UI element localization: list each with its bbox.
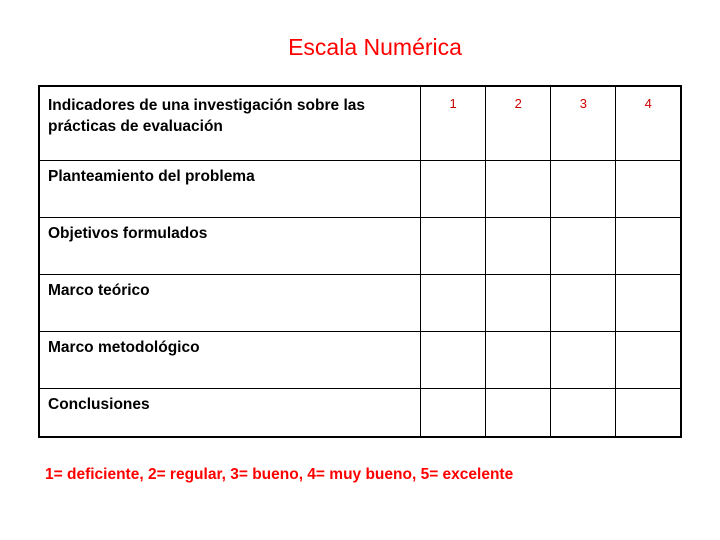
rating-scale-table — [38, 85, 682, 438]
row-label-marco-metodologico: Marco metodológico — [39, 331, 421, 388]
table-row — [39, 274, 681, 331]
rating-cell — [486, 274, 551, 331]
rating-cell — [616, 388, 681, 437]
rating-cell — [616, 160, 681, 217]
rating-cell — [486, 388, 551, 437]
rating-cell — [551, 160, 616, 217]
row-label-planteamiento: Planteamiento del problema — [39, 160, 421, 217]
rating-cell — [551, 331, 616, 388]
rating-cell — [616, 331, 681, 388]
rating-cell — [421, 217, 486, 274]
scale-header-2: 2 — [486, 86, 551, 160]
rating-cell — [421, 388, 486, 437]
rating-cell — [551, 217, 616, 274]
rating-cell — [486, 331, 551, 388]
rating-cell — [551, 388, 616, 437]
page-title: Escala Numérica — [288, 34, 462, 60]
scale-header-4: 4 — [616, 86, 681, 160]
rating-cell — [486, 160, 551, 217]
table-header-row — [39, 86, 681, 160]
table-row — [39, 217, 681, 274]
rating-cell — [551, 274, 616, 331]
scale-header-3: 3 — [551, 86, 616, 160]
scale-header-1: 1 — [421, 86, 486, 160]
table-row — [39, 388, 681, 437]
rating-cell — [486, 217, 551, 274]
row-label-marco-teorico: Marco teórico — [39, 274, 421, 331]
rating-cell — [421, 274, 486, 331]
rating-cell — [616, 274, 681, 331]
row-label-objetivos: Objetivos formulados — [39, 217, 421, 274]
table-row — [39, 331, 681, 388]
rating-cell — [616, 217, 681, 274]
row-label-conclusiones: Conclusiones — [39, 388, 421, 437]
rating-cell — [421, 160, 486, 217]
scale-legend: 1= deficiente, 2= regular, 3= bueno, 4= muy bueno, 5= excelente — [45, 466, 514, 483]
indicators-header: Indicadores de una investigación sobre las prácticas de evaluación — [39, 86, 421, 160]
table-row — [39, 160, 681, 217]
rating-cell — [421, 331, 486, 388]
